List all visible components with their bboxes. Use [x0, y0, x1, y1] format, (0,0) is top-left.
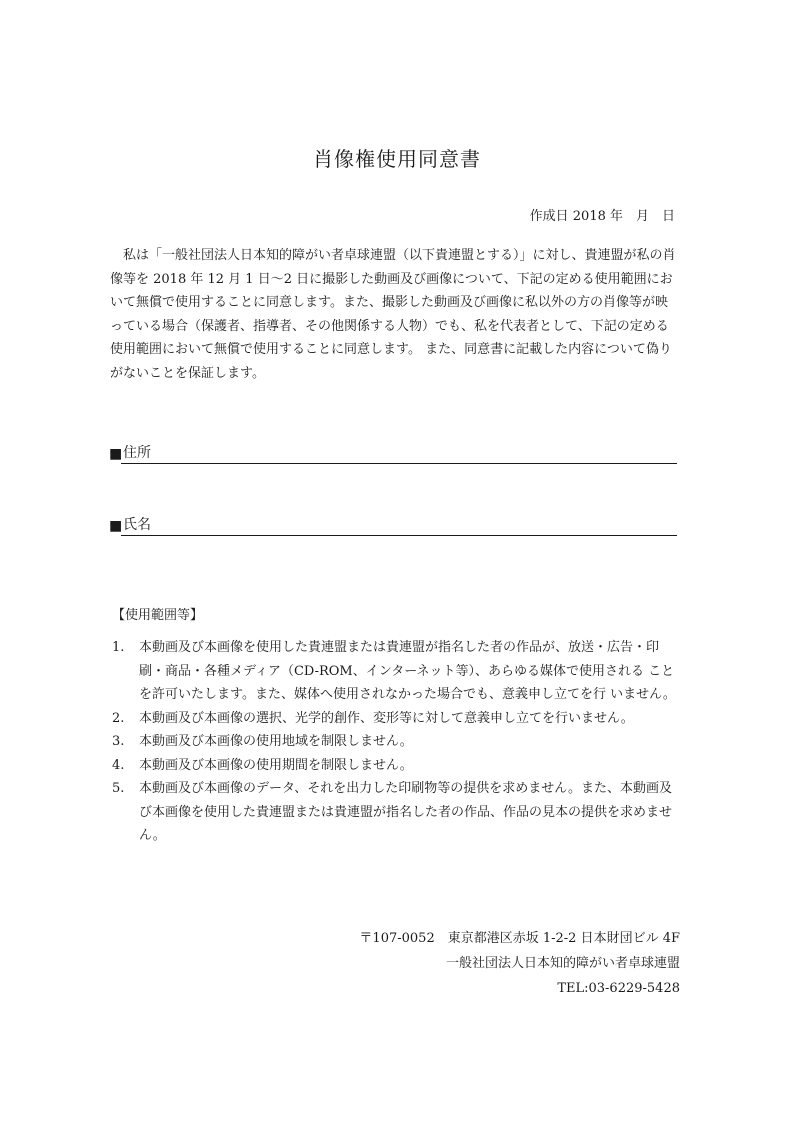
address-label: 住所	[123, 445, 151, 461]
list-item	[110, 707, 684, 731]
list-item-text: 本動画及び本画像の使用期間を制限しません。	[139, 757, 413, 773]
list-item-text: 本動画及び本画像を使用した貴連盟または貴連盟が指名した者の作品が、放送・広告・印 刷・商品・各種メディア（CD-ROM、インターネット等）、あらゆる媒体で使用される ことを許可いたします。また、媒体へ使用されなかった場合でも、意義申し立てを行 いません。	[139, 640, 676, 702]
consent-statement: 私は「一般社団法人日本知的障がい者卓球連盟（以下貴連盟とする）」に対し、貴連盟が私の肖像等を 2018 年 12 月 1 日〜2 日に撮影した動画及び画像について、下記の定める使用範囲において無償で使用することに同意します。また、撮影した動画及び画像に私以外の方の肖像等が映っている場合（保護者、指導者、その他関係する人物）でも、私を代表者として、下記の定める使用範囲において無償で使用することに同意します。 また、同意書に記載した内容について偽りがないことを保証します。	[110, 248, 676, 381]
list-item-text: 本動画及び本画像のデータ、それを出力した印刷物等の提供を求めません。また、本動画及び本画像を使用した貴連盟または貴連盟が指名した者の作品、作品の見本の提供を求めません。	[139, 781, 673, 843]
contact-address: 〒107-0052 東京都港区赤坂 1-2-2 日本財団ビル 4F	[359, 931, 680, 946]
list-item-number: 3.	[112, 734, 125, 749]
scope-heading: 【使用範囲等】	[112, 608, 204, 623]
list-item	[110, 636, 684, 707]
list-item-number: 1.	[112, 640, 125, 655]
name-label: 氏名	[123, 517, 151, 533]
list-item	[110, 777, 684, 848]
list-item-text: 本動画及び本画像の選択、光学的創作、変形等に対して意義申し立てを行いません。	[139, 710, 634, 726]
list-item-number: 4.	[112, 757, 125, 773]
address-underline	[121, 463, 677, 464]
list-item-number: 5.	[112, 781, 125, 796]
contact-organization: 一般社団法人日本知的障がい者卓球連盟	[445, 956, 680, 971]
name-field[interactable]	[109, 516, 677, 536]
contact-block	[359, 926, 680, 1001]
address-field[interactable]	[109, 444, 677, 464]
name-underline	[121, 535, 677, 536]
contact-phone: TEL:03-6229-5428	[557, 981, 680, 996]
creation-date: 作成日 2018 年 月 日	[529, 209, 675, 224]
list-item	[110, 730, 684, 754]
list-item-text: 本動画及び本画像の使用地域を制限しません。	[139, 734, 413, 749]
square-bullet-icon: ■	[109, 446, 123, 462]
list-item	[110, 754, 684, 778]
scope-list	[110, 636, 684, 848]
list-item-number: 2.	[112, 710, 125, 726]
page-title: 肖像権使用同意書	[313, 147, 481, 171]
square-bullet-icon: ■	[109, 518, 123, 534]
